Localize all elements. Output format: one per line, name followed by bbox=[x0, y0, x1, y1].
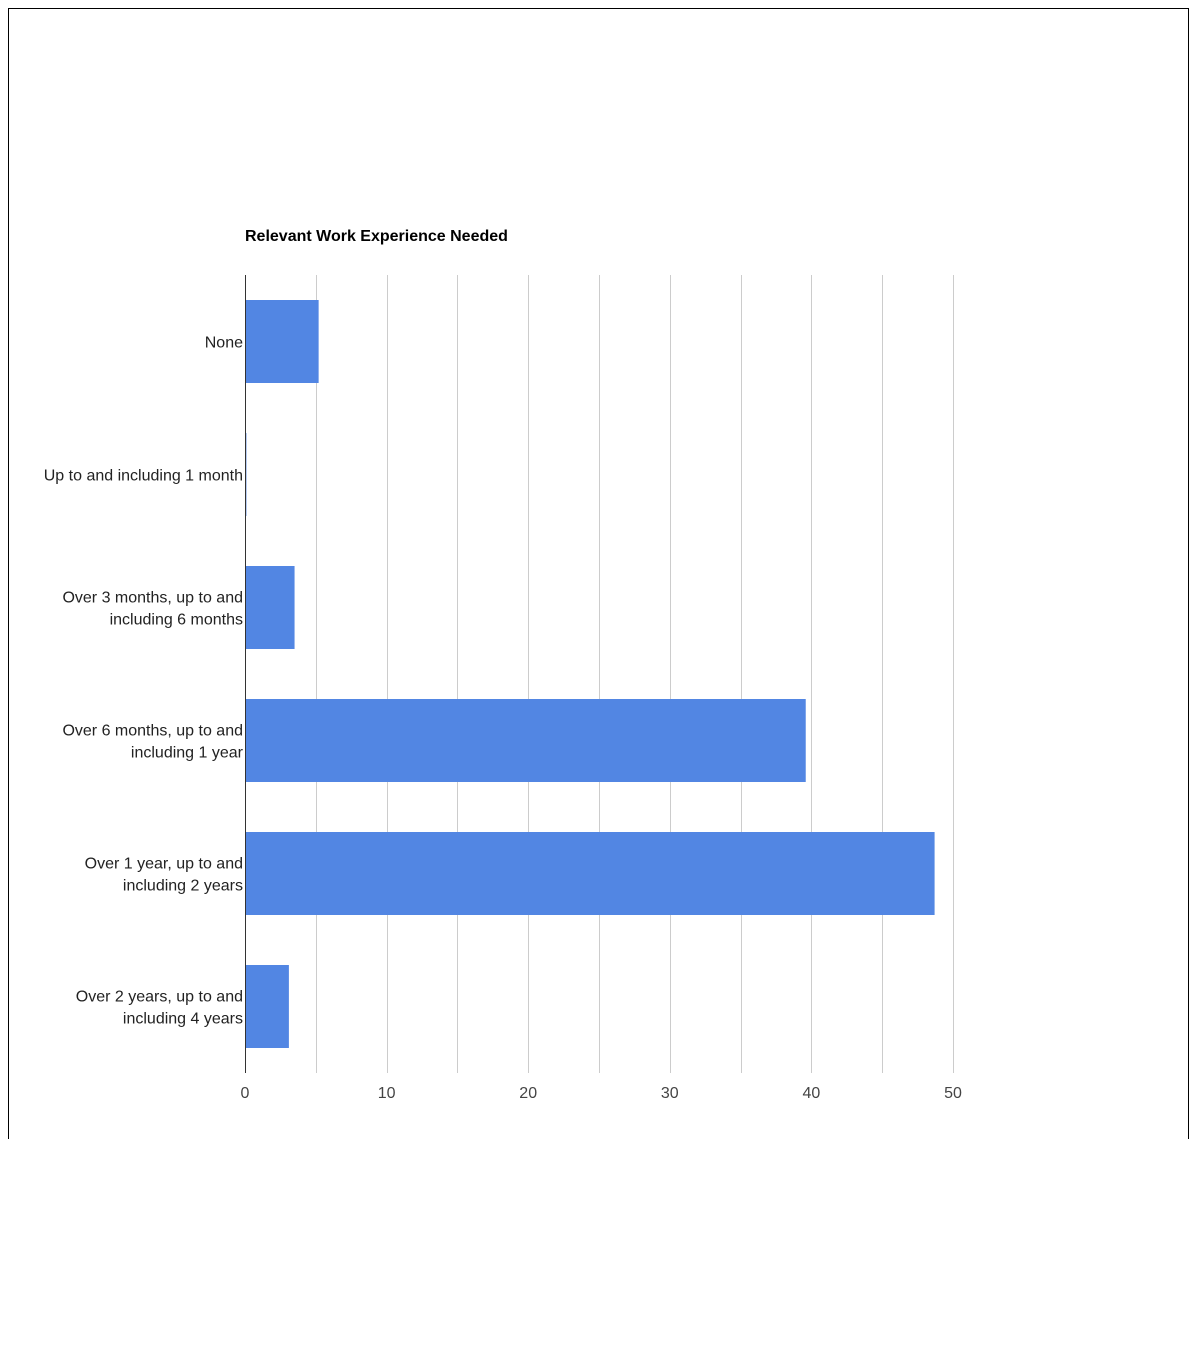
x-tick-label: 20 bbox=[519, 1085, 538, 1102]
x-tick-label: 50 bbox=[944, 1085, 962, 1102]
bar bbox=[245, 566, 295, 649]
category-label-line: including 1 year bbox=[130, 744, 243, 762]
x-tick-label: 40 bbox=[802, 1085, 821, 1102]
bar bbox=[245, 832, 935, 915]
category-label bbox=[76, 989, 243, 1028]
category-label bbox=[85, 856, 243, 895]
category-label bbox=[62, 590, 243, 629]
x-tick-label: 10 bbox=[377, 1085, 396, 1102]
category-label bbox=[62, 723, 243, 762]
category-label-line: including 6 months bbox=[109, 611, 243, 629]
category-label-line: Up to and including 1 month bbox=[43, 467, 243, 485]
category-label bbox=[44, 468, 243, 485]
category-label-line: None bbox=[204, 334, 243, 352]
bar bbox=[245, 965, 289, 1048]
category-label-line: Over 1 year, up to and bbox=[84, 855, 243, 873]
category-label-line: including 4 years bbox=[122, 1010, 243, 1028]
bar bbox=[245, 300, 319, 383]
category-label bbox=[205, 335, 243, 352]
category-label-line: Over 3 months, up to and bbox=[62, 589, 243, 607]
x-tick-label: 0 bbox=[240, 1085, 250, 1102]
category-label-line: Over 2 years, up to and bbox=[75, 988, 243, 1006]
category-label-line: Over 6 months, up to and bbox=[62, 722, 243, 740]
chart-title: Relevant Work Experience Needed bbox=[245, 228, 508, 245]
category-label-line: including 2 years bbox=[122, 877, 243, 895]
x-tick-label: 30 bbox=[660, 1085, 679, 1102]
bar bbox=[245, 699, 806, 782]
